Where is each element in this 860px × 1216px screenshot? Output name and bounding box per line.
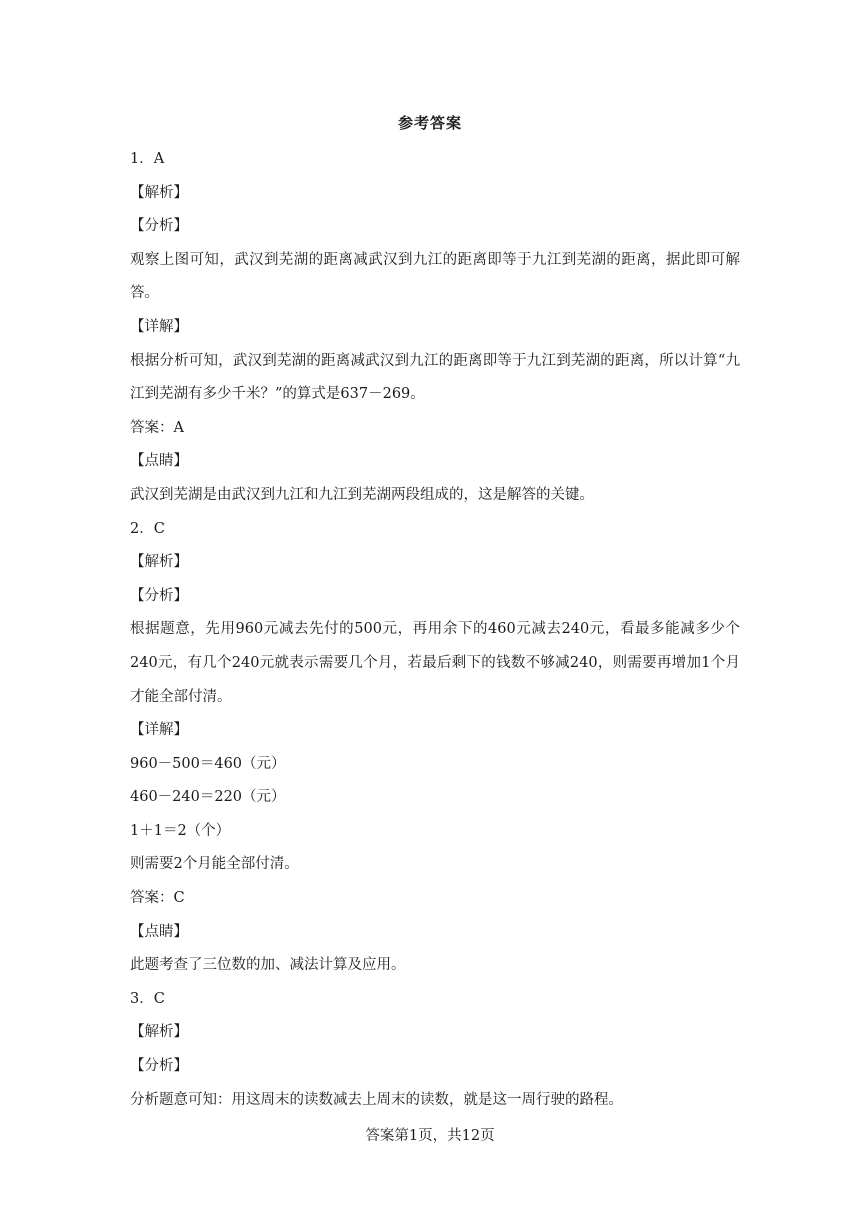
fenxi-tag: 【分析】: [130, 587, 188, 604]
detail-tag: 【详解】: [130, 722, 188, 739]
answer-number: 2．C: [130, 520, 165, 537]
detail-line: 1＋1＝2（个）: [130, 822, 231, 839]
dianjing-tag: 【点睛】: [130, 923, 188, 940]
fenxi-text: 根据题意，先用960元减去先付的500元，再用余下的460元减去240元，看最多能减多少个240元，有几个240元就表示需要几个月，若最后剩下的钱数不够减240，则需要再增加1个月才能全部付清。: [130, 621, 740, 705]
answer-text: 答案：C: [130, 890, 185, 907]
detail-tag: 【详解】: [130, 318, 188, 335]
answer-text: 答案：A: [130, 419, 184, 436]
fenxi-tag: 【分析】: [130, 1058, 188, 1075]
dianjing-text: 此题考查了三位数的加、减法计算及应用。: [130, 957, 406, 974]
analysis-tag: 【解析】: [130, 554, 188, 571]
dianjing-text: 武汉到芜湖是由武汉到九江和九江到芜湖两段组成的，这是解答的关键。: [130, 486, 594, 503]
answer-number: 3．C: [130, 990, 165, 1007]
detail-line: 根据分析可知，武汉到芜湖的距离减武汉到九江的距离即等于九江到芜湖的距离，所以计算“九江到芜湖有多少千米？”的算式是637－269。: [130, 352, 740, 403]
fenxi-tag: 【分析】: [130, 218, 188, 235]
analysis-tag: 【解析】: [130, 184, 188, 201]
dianjing-tag: 【点睛】: [130, 453, 188, 470]
answer-content: [130, 143, 740, 1117]
answer-number: 1．A: [130, 151, 165, 167]
detail-line: 则需要2个月能全部付清。: [130, 856, 299, 873]
page-footer: 答案第1页，共12页: [365, 1128, 495, 1144]
fenxi-text: 观察上图可知，武汉到芜湖的距离减武汉到九江的距离即等于九江到芜湖的距离，据此即可解答。: [130, 251, 740, 302]
page-title: 参考答案: [397, 114, 462, 132]
detail-line: 960－500＝460（元）: [130, 755, 286, 772]
detail-line: 460－240＝220（元）: [130, 789, 286, 806]
analysis-tag: 【解析】: [130, 1024, 188, 1041]
fenxi-text: 分析题意可知：用这周末的读数减去上周末的读数，就是这一周行驶的路程。: [130, 1091, 623, 1108]
